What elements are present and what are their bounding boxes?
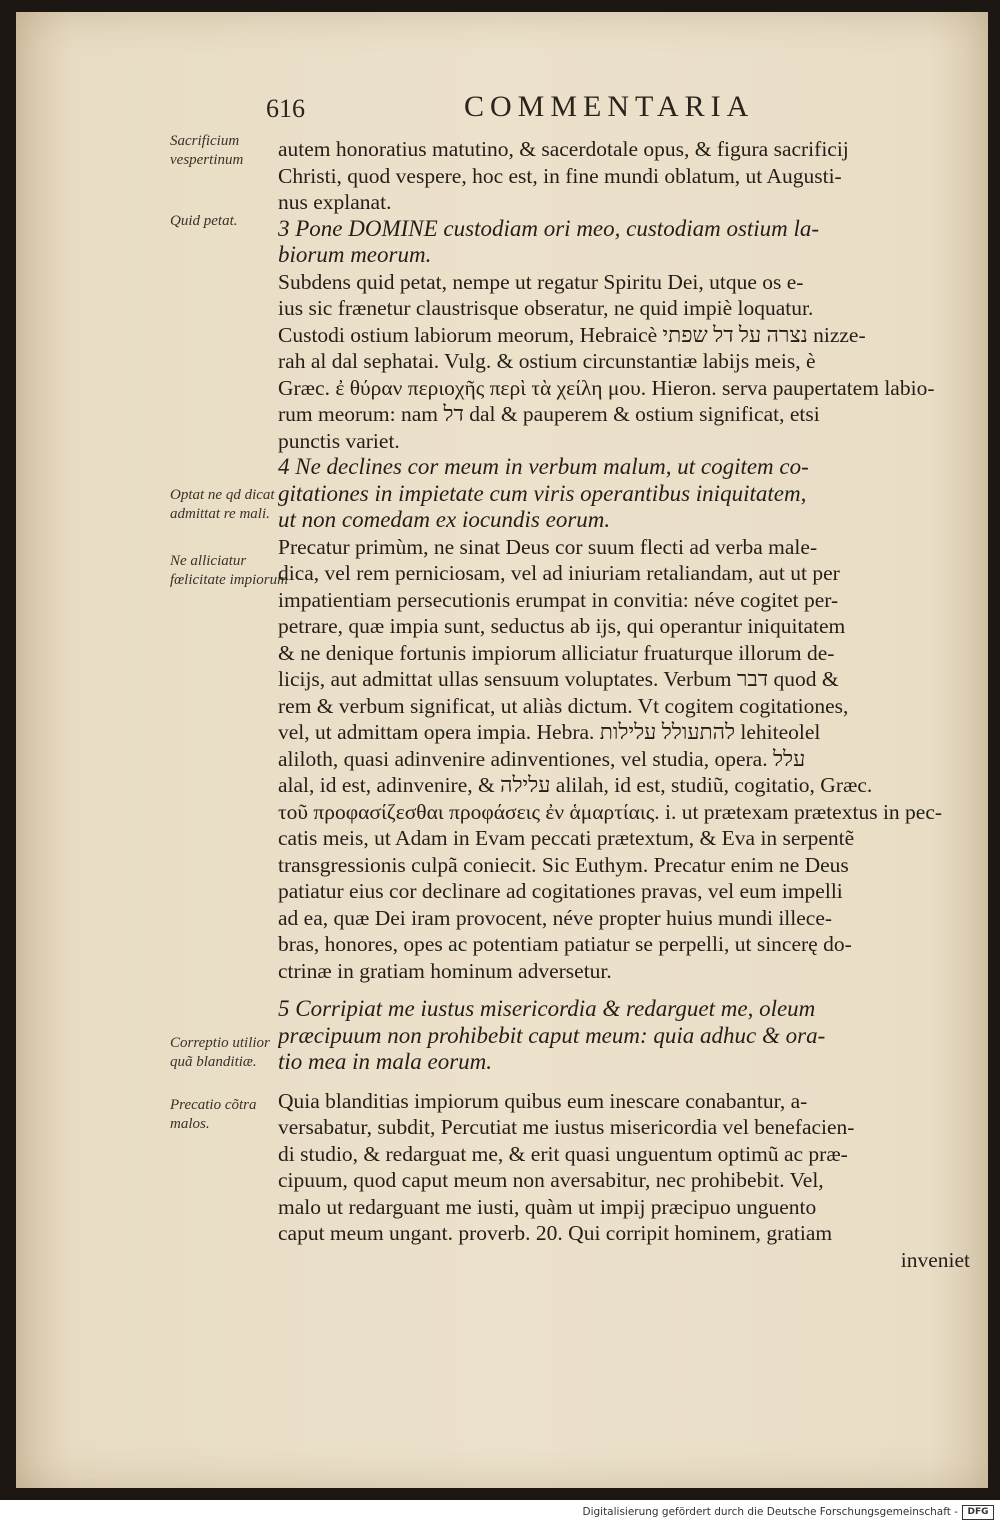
text-line: Quia blanditias impiorum quibus eum inescare conabantur, a- (278, 1088, 808, 1113)
margin-note: Quid petat. (170, 213, 238, 229)
margin-note: Ne alliciatur fœlicitate impiorum (170, 553, 288, 588)
text-line: rum meorum: nam דל dal & pauperem & ostium significat, etsi (278, 402, 820, 426)
verse-line: præcipuum non prohibebit caput meum: quia adhuc & ora- (278, 1022, 826, 1048)
text-line: rah al dal sephatai. Vulg. & ostium circunstantiæ labijs meis, è (278, 349, 816, 373)
catchword: inveniet (900, 1247, 970, 1272)
main-text-column (278, 136, 978, 1273)
text-line: Precatur primùm, ne sinat Deus cor suum flecti ad verba male- (278, 534, 818, 559)
text-line: petrare, quæ impia sunt, seductus ab ijs, qui operantur iniquitatem (278, 614, 846, 638)
text-line: rem & verbum significat, ut aliàs dictum. Vt cogitem cogitationes, (278, 693, 849, 718)
text-line: Custodi ostium labiorum meorum, Hebraicè נצרה על דל שפתי nizze- (278, 322, 866, 347)
text-line: autem honoratius matutino, & sacerdotale opus, & figura sacrificij (278, 137, 849, 161)
text-line: caput meum ungant. proverb. 20. Qui corripit hominem, gratiam (278, 1221, 833, 1245)
text-line: di studio, & redarguat me, & erit quasi unguentum optimũ ac præ- (278, 1141, 848, 1166)
verse-line: 3 Pone DOMINE custodiam ori meo, custodiam ostium la- (278, 215, 820, 241)
footer-bar (0, 1500, 1000, 1523)
text-line: impatientiam persecutionis erumpat in convitia: néve cogitet per- (278, 587, 839, 612)
funding-credit: Digitalisierung gefördert durch die Deutsche Forschungsgemeinschaft - (582, 1506, 958, 1518)
margin-note: Correptio utilior quã blanditiæ. (170, 1035, 270, 1070)
running-title: COMMENTARIA (464, 90, 755, 123)
verse-line: 4 Ne declines cor meum in verbum malum, ut cogitem co- (278, 454, 809, 479)
text-line: aliloth, quasi adinvenire adinventiones, vel studia, opera. עלל (278, 746, 806, 771)
margin-note: Sacrificium vespertinum (170, 133, 244, 168)
text-line: Christi, quod vespere, hoc est, in fine mundi oblatum, ut Augusti- (278, 163, 842, 188)
text-line: licijs, aut admittat ullas sensuum voluptates. Verbum דבר quod & (278, 667, 839, 691)
book-page (16, 12, 988, 1488)
text-line: catis meis, ut Adam in Evam peccati prætextum, & Eva in serpentẽ (278, 826, 855, 850)
text-line: patiatur eius cor declinare ad cogitationes pravas, vel eum impelli (278, 879, 843, 903)
verse-line: 5 Corripiat me iustus misericordia & redarguet me, oleum (278, 996, 816, 1021)
verse-line: gitationes in impietate cum viris operantibus iniquitatem, (278, 480, 807, 506)
text-line: versabatur, subdit, Percutiat me iustus misericordia vel benefacien- (278, 1115, 855, 1139)
text-line: punctis variet. (278, 428, 400, 453)
text-line: cipuum, quod caput meum non aversabitur, nec prohibebit. Vel, (278, 1168, 824, 1192)
text-line: malo ut redarguant me iusti, quàm ut impij præcipuo unguento (278, 1194, 817, 1219)
text-line: & ne denique fortunis impiorum alliciatur fruaturque illorum de- (278, 640, 835, 665)
verse-line: ut non comedam ex iocundis eorum. (278, 507, 611, 532)
dfg-logo-icon: DFG (962, 1505, 994, 1520)
text-line: dica, vel rem perniciosam, vel ad iniuriam retaliandam, aut ut per (278, 561, 840, 585)
margin-note: Optat ne qd dicat admittat re mali. (170, 487, 275, 522)
text-line: τοῦ προφασίζεσθαι προφάσεις ἐν ἁμαρτίαις. i. ut prætexam prætextus in pec- (278, 799, 943, 824)
verse-line: tio mea in mala eorum. (278, 1049, 493, 1074)
text-line: nus explanat. (278, 190, 392, 214)
margin-note: Precatio cõtra malos. (170, 1097, 257, 1132)
verse-line: biorum meorum. (278, 242, 432, 267)
text-line: ctrinæ in gratiam hominum adversetur. (278, 958, 612, 983)
text-line: transgressionis culpã coniecit. Sic Euthym. Precatur enim ne Deus (278, 852, 849, 877)
text-line: ad ea, quæ Dei iram provocent, néve propter huius mundi illece- (278, 905, 833, 930)
text-line: Græc. ἐ θύραν περιοχῆς περὶ τὰ χείλη μου. Hieron. serva paupertatem labio- (278, 375, 935, 400)
text-line: bras, honores, opes ac potentiam patiatur se perpelli, ut sincerę do- (278, 932, 852, 956)
text-line: vel, ut admittam opera impia. Hebra. להתעולל עלילות lehiteolel (278, 720, 821, 744)
text-line: alal, id est, adinvenire, & עלילה alilah, id est, studiũ, cogitatio, Græc. (278, 773, 873, 797)
text-line: Subdens quid petat, nempe ut regatur Spiritu Dei, utque os e- (278, 269, 804, 294)
page-header (16, 90, 988, 130)
text-line: ius sic frænetur claustrisque obseratur, ne quid impiè loquatur. (278, 296, 814, 320)
page-number: 616 (266, 94, 305, 123)
